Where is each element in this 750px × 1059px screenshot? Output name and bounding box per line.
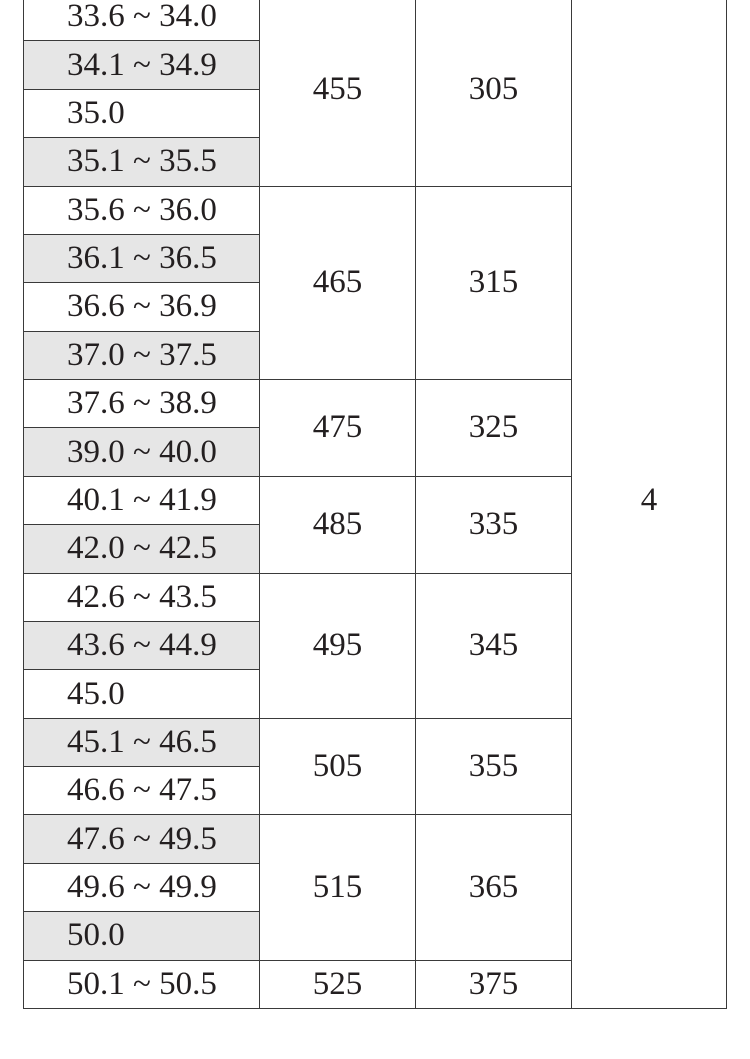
- size-range-cell: 47.6 ~ 49.5: [23, 815, 260, 863]
- measurement-a-cell: 505: [260, 719, 416, 816]
- size-range-cell: 35.0: [23, 90, 260, 138]
- size-range-cell: 36.1 ~ 36.5: [23, 235, 260, 283]
- size-range-cell: 37.0 ~ 37.5: [23, 332, 260, 380]
- measurement-a-cell: 495: [260, 574, 416, 719]
- measurement-b-cell: 315: [416, 187, 572, 381]
- measurement-b-cell: 375: [416, 961, 572, 1009]
- measurement-a-cell: 455: [260, 0, 416, 187]
- size-range-cell: 42.0 ~ 42.5: [23, 525, 260, 573]
- shared-value-cell: 4: [572, 0, 727, 1009]
- size-range-cell: 50.0: [23, 912, 260, 960]
- size-range-cell: 42.6 ~ 43.5: [23, 574, 260, 622]
- measurement-a-cell: 515: [260, 815, 416, 960]
- size-range-cell: 49.6 ~ 49.9: [23, 864, 260, 912]
- size-range-cell: 36.6 ~ 36.9: [23, 283, 260, 331]
- measurement-b-cell: 325: [416, 380, 572, 477]
- size-range-cell: 33.6 ~ 34.0: [23, 0, 260, 41]
- size-range-cell: 50.1 ~ 50.5: [23, 961, 260, 1009]
- measurement-a-cell: 485: [260, 477, 416, 574]
- size-range-cell: 40.1 ~ 41.9: [23, 477, 260, 525]
- size-chart-table: [23, 0, 727, 1009]
- measurement-b-cell: 345: [416, 574, 572, 719]
- size-range-cell: 43.6 ~ 44.9: [23, 622, 260, 670]
- measurement-a-cell: 465: [260, 187, 416, 381]
- measurement-a-cell: 475: [260, 380, 416, 477]
- size-range-cell: 45.1 ~ 46.5: [23, 719, 260, 767]
- measurement-a-cell: 525: [260, 961, 416, 1009]
- measurement-b-cell: 305: [416, 0, 572, 187]
- size-range-cell: 35.6 ~ 36.0: [23, 187, 260, 235]
- size-range-cell: 45.0: [23, 670, 260, 718]
- measurement-b-cell: 355: [416, 719, 572, 816]
- size-range-cell: 35.1 ~ 35.5: [23, 138, 260, 186]
- size-range-cell: 37.6 ~ 38.9: [23, 380, 260, 428]
- size-range-cell: 34.1 ~ 34.9: [23, 41, 260, 89]
- measurement-b-cell: 365: [416, 815, 572, 960]
- measurement-b-cell: 335: [416, 477, 572, 574]
- size-range-cell: 39.0 ~ 40.0: [23, 428, 260, 476]
- size-range-cell: 46.6 ~ 47.5: [23, 767, 260, 815]
